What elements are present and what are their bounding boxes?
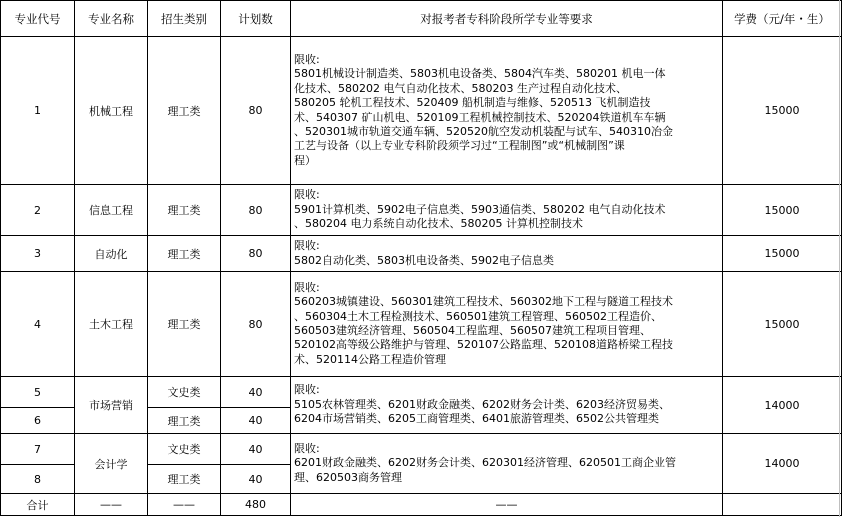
category-cell[interactable]: 理工类 — [148, 465, 221, 494]
code-cell[interactable]: 5 — [1, 377, 75, 408]
requirement-line: 5105农林管理类、6201财政金融类、6202财务会计类、6203经济贸易类、 — [294, 397, 670, 411]
requirement-line: 术、540307 矿山机电、520109工程机械控制技术、520204铁道机车车辆 — [294, 110, 666, 124]
name-cell[interactable]: 信息工程 — [75, 185, 148, 236]
code-cell[interactable]: 6 — [1, 408, 75, 434]
plan-cell[interactable]: 40 — [221, 377, 291, 408]
total-requirement-cell[interactable]: —— — [291, 494, 723, 516]
category-cell[interactable]: 理工类 — [148, 236, 221, 272]
code-cell[interactable]: 2 — [1, 185, 75, 236]
plan-cell[interactable]: 40 — [221, 434, 291, 465]
plan-cell[interactable]: 80 — [221, 236, 291, 272]
requirement-line: 560203城镇建设、560301建筑工程技术、560302地下工程与隧道工程技术 — [294, 295, 673, 309]
requirement-line: 术、520114公路工程造价管理 — [294, 352, 446, 366]
requirement-line: 、520301城市轨道交通车辆、520520航空发动机装配与试车、540310冶金 — [294, 124, 673, 138]
requirement-line: 工艺与设备（以上专业专科阶段须学习过“工程制图”或“机械制图”课 — [294, 139, 625, 153]
header-row — [1, 1, 842, 37]
plan-cell[interactable]: 80 — [221, 185, 291, 236]
requirement-cell[interactable] — [291, 272, 723, 377]
name-cell[interactable]: 自动化 — [75, 236, 148, 272]
fee-cell[interactable]: 15000 — [723, 185, 842, 236]
requirement-line: 限收: — [294, 441, 320, 455]
requirement-line: 限收: — [294, 280, 320, 294]
header-fee[interactable]: 学费（元/年・生） — [723, 1, 842, 37]
table-row — [1, 185, 842, 236]
fee-cell[interactable]: 14000 — [723, 434, 842, 494]
plan-cell[interactable]: 40 — [221, 465, 291, 494]
fee-cell[interactable]: 15000 — [723, 272, 842, 377]
requirement-line: 560503建筑经济管理、560504工程监理、560507建筑工程项目管理、 — [294, 324, 651, 337]
requirement-line: 520102高等级公路维护与管理、520107公路监理、520108道路桥梁工程技 — [294, 338, 673, 352]
requirement-line: 5801机械设计制造类、5803机电设备类、5804汽车类、580201 机电一体 — [294, 67, 666, 81]
total-name-cell[interactable]: —— — [75, 494, 148, 516]
requirement-line: 限收: — [294, 52, 320, 66]
requirement-line: 限收: — [294, 383, 320, 397]
header-name[interactable]: 专业名称 — [75, 1, 148, 37]
code-cell[interactable]: 4 — [1, 272, 75, 377]
header-code[interactable]: 专业代号 — [1, 1, 75, 37]
fee-cell[interactable]: 14000 — [723, 377, 842, 434]
category-cell[interactable]: 理工类 — [148, 37, 221, 185]
code-cell[interactable]: 8 — [1, 465, 75, 494]
category-cell[interactable]: 理工类 — [148, 185, 221, 236]
total-fee-cell[interactable] — [723, 494, 842, 516]
table-row — [1, 434, 842, 465]
name-cell[interactable]: 市场营销 — [75, 377, 148, 434]
requirement-line: 5901计算机类、5902电子信息类、5903通信类、580202 电气自动化技术 — [294, 202, 666, 216]
name-cell[interactable]: 机械工程 — [75, 37, 148, 185]
requirement-line: 限收: — [294, 239, 320, 253]
requirement-cell[interactable] — [291, 236, 723, 272]
fee-cell[interactable]: 15000 — [723, 37, 842, 185]
requirement-line: 、560304土木工程检测技术、560501建筑工程管理、560502工程造价、 — [294, 309, 662, 323]
category-cell[interactable]: 文史类 — [148, 377, 221, 408]
requirement-line: 程） — [294, 153, 316, 167]
code-cell[interactable]: 3 — [1, 236, 75, 272]
requirement-line: 理、620503商务管理 — [294, 470, 402, 484]
category-cell[interactable]: 理工类 — [148, 408, 221, 434]
header-category[interactable]: 招生类别 — [148, 1, 221, 37]
requirement-line: 6201财政金融类、6202财务会计类、620301经济管理、620501工商企业管 — [294, 456, 676, 470]
code-cell[interactable]: 1 — [1, 37, 75, 185]
plan-cell[interactable]: 80 — [221, 272, 291, 377]
total-category-cell[interactable]: —— — [148, 494, 221, 516]
category-cell[interactable]: 文史类 — [148, 434, 221, 465]
requirement-line: 580205 轮机工程技术、520409 船机制造与维修、520513 飞机制造技 — [294, 96, 651, 110]
total-label-cell[interactable]: 合计 — [1, 494, 75, 516]
requirement-line: 、580204 电力系统自动化技术、580205 计算机控制技术 — [294, 217, 583, 231]
fee-cell[interactable]: 15000 — [723, 236, 842, 272]
category-cell[interactable]: 理工类 — [148, 272, 221, 377]
total-plan-cell[interactable]: 480 — [221, 494, 291, 516]
code-cell[interactable]: 7 — [1, 434, 75, 465]
requirement-line: 化技术、580202 电气自动化技术、580203 生产过程自动化技术、 — [294, 81, 627, 95]
right-gridline — [839, 0, 840, 517]
requirement-line: 5802自动化类、5803机电设备类、5902电子信息类 — [294, 253, 554, 267]
plan-cell[interactable]: 40 — [221, 408, 291, 434]
table-row — [1, 37, 842, 185]
header-requirement[interactable]: 对报考者专科阶段所学专业等要求 — [291, 1, 723, 37]
header-plan[interactable]: 计划数 — [221, 1, 291, 37]
table-row — [1, 272, 842, 377]
requirement-cell[interactable] — [291, 434, 723, 494]
plan-cell[interactable]: 80 — [221, 37, 291, 185]
name-cell[interactable]: 土木工程 — [75, 272, 148, 377]
requirement-line: 6204市场营销类、6205工商管理类、6401旅游管理类、6502公共管理类 — [294, 412, 659, 426]
requirement-cell[interactable] — [291, 377, 723, 434]
requirement-cell[interactable] — [291, 185, 723, 236]
requirement-line: 限收: — [294, 188, 320, 202]
table-row — [1, 377, 842, 408]
name-cell[interactable]: 会计学 — [75, 434, 148, 494]
table-row — [1, 236, 842, 272]
total-row — [1, 494, 842, 516]
requirement-cell[interactable] — [291, 37, 723, 185]
